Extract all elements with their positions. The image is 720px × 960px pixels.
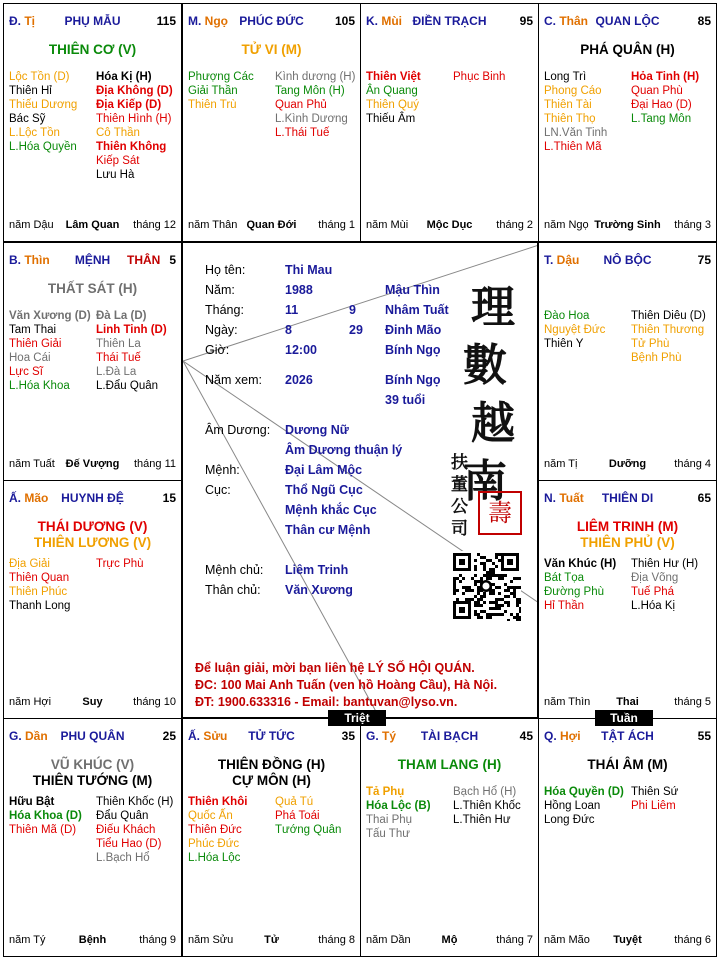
calligraphy-side-char: 公	[451, 497, 468, 517]
minor-star: Thiên Khôi	[188, 796, 248, 808]
palace-month: tháng 9	[139, 934, 176, 946]
palace-year: năm Thìn	[544, 696, 591, 708]
palace-stage: Lâm Quan	[65, 219, 120, 231]
minor-star: Quốc Ấn	[188, 810, 233, 822]
palace-number: 65	[697, 491, 711, 505]
palace-year: năm Sửu	[188, 934, 234, 946]
minor-star: Thiên Quý	[366, 99, 420, 111]
minor-star: Trực Phù	[96, 558, 144, 570]
palace-name: TẬT ÁCH	[601, 729, 654, 743]
info-value: Thân cư Mệnh	[285, 523, 371, 537]
left-stars	[188, 70, 254, 112]
right-stars	[453, 785, 521, 827]
palace-stage: Mộ	[441, 934, 458, 946]
right-stars	[631, 70, 699, 126]
palace-position: G. Tý	[366, 729, 397, 743]
calligraphy-char: 數	[463, 340, 507, 391]
palace-footer	[366, 934, 533, 948]
info-canchi: Mậu Thìn	[385, 283, 440, 297]
palace-number: 15	[162, 491, 176, 505]
palace-extra: THÂN	[127, 253, 161, 267]
palace-stage: Mộc Dục	[426, 219, 473, 231]
info-label: Năm xem:	[205, 373, 262, 387]
info-age: 39 tuổi	[385, 393, 426, 407]
palace-footer	[366, 219, 533, 233]
palace-year: năm Mão	[544, 934, 590, 946]
palace-name: MỆNH	[74, 253, 111, 267]
info-canchi: Bính Ngọ	[385, 343, 441, 357]
contact-line-2: ĐC: 100 Mai Anh Tuấn (ven hồ Hoàng Cầu), Hà Nội.	[195, 678, 498, 692]
right-stars	[631, 557, 698, 613]
minor-star: Long Đức	[544, 814, 595, 826]
left-stars	[9, 309, 91, 393]
minor-star: Thiên Diêu (D)	[631, 310, 706, 322]
minor-star: Hóa Lộc (B)	[366, 800, 431, 812]
minor-star: Thiên Mã (D)	[9, 824, 77, 836]
palace-footer	[544, 696, 711, 710]
palace-stage: Thai	[616, 696, 639, 708]
minor-star: Ân Quang	[366, 85, 418, 97]
minor-star: Thiên Quan	[9, 572, 70, 584]
minor-star: LN.Văn Tinh	[544, 127, 608, 139]
palace-dan[interactable]	[3, 718, 182, 957]
info-value: Thi Mau	[285, 263, 333, 277]
info-value: Mệnh khắc Cục	[285, 503, 377, 517]
left-stars	[9, 557, 70, 613]
right-stars	[275, 70, 355, 140]
palace-header	[366, 14, 533, 30]
main-star: THÁI DƯƠNG (V)	[37, 519, 148, 534]
minor-star: Thái Tuế	[96, 352, 141, 364]
palace-tuat[interactable]	[538, 480, 717, 719]
minor-star: Tử Phù	[631, 338, 670, 350]
palace-year: năm Dần	[366, 934, 411, 946]
palace-number: 35	[341, 729, 355, 743]
minor-star: Quả Tú	[275, 796, 314, 808]
minor-star: Hóa Quyền (D)	[544, 786, 624, 798]
palace-month: tháng 12	[133, 219, 176, 231]
palace-name: HUYNH ĐỆ	[61, 491, 124, 505]
tuvi-chart	[3, 3, 717, 957]
left-stars	[366, 785, 431, 841]
minor-star: L.Hóa Lộc	[188, 852, 241, 864]
minor-star: Tiểu Hao (D)	[96, 838, 162, 850]
info-value: Thổ Ngũ Cục	[285, 483, 363, 497]
calligraphy-char: 南	[463, 456, 507, 507]
info-label: Năm:	[205, 283, 235, 297]
palace-header	[188, 14, 355, 30]
palace-name: THIÊN DI	[601, 491, 654, 505]
calligraphy-side-char: 扶	[451, 453, 468, 473]
minor-star: Thiếu Âm	[366, 113, 416, 125]
minor-star: Hoa Cái	[9, 352, 51, 364]
minor-star: Tả Phụ	[366, 786, 405, 798]
minor-star: Đại Hao (D)	[631, 99, 692, 111]
palace-year: năm Tị	[544, 458, 578, 470]
palace-stage: Bệnh	[78, 934, 107, 946]
seal-stamp-icon: 壽	[478, 491, 522, 535]
info-value: Văn Xương	[285, 583, 353, 597]
minor-star: Kình dương (H)	[275, 71, 356, 83]
palace-position: G. Dần	[9, 729, 48, 743]
minor-star: Phượng Các	[188, 71, 254, 83]
minor-star: Nguyệt Đức	[544, 324, 606, 336]
minor-star: Lực Sĩ	[9, 366, 43, 378]
info-label: Ngày:	[205, 323, 238, 337]
minor-star: Địa Giải	[9, 558, 50, 570]
minor-star: Thiên Hỉ	[9, 85, 52, 97]
palace-position: B. Thìn	[9, 253, 50, 267]
palace-position: C. Thân	[544, 14, 589, 28]
info-value: Dương Nữ	[285, 423, 349, 437]
info-canchi: Nhâm Tuất	[385, 303, 449, 317]
left-stars	[366, 70, 421, 126]
minor-star: Văn Khúc (H)	[544, 558, 617, 570]
palace-header	[544, 14, 711, 30]
qr-code-icon	[451, 551, 521, 621]
minor-star: Bát Tọa	[544, 572, 585, 584]
palace-month: tháng 5	[674, 696, 711, 708]
info-value: 2026	[285, 373, 313, 387]
palace-position: M. Ngọ	[188, 14, 228, 28]
palace-month: tháng 10	[133, 696, 176, 708]
minor-star: Điếu Khách	[96, 824, 156, 836]
main-star: THIÊN TƯỚNG (M)	[32, 773, 153, 788]
palace-header	[9, 253, 176, 269]
left-stars	[544, 70, 607, 154]
palace-month: tháng 7	[496, 934, 533, 946]
main-star: LIÊM TRINH (M)	[576, 519, 679, 534]
palace-footer	[9, 696, 176, 710]
minor-star: Phục Binh	[453, 71, 506, 83]
minor-star: Đường Phù	[544, 586, 604, 598]
palace-year: năm Tuất	[9, 458, 55, 470]
palace-name: PHÚC ĐỨC	[239, 14, 304, 28]
minor-star: Thanh Long	[9, 600, 71, 612]
calligraphy-char: 越	[471, 398, 515, 449]
info-value: 8	[285, 323, 292, 337]
palace-number: 25	[162, 729, 176, 743]
minor-star: L.Kình Dương	[275, 113, 348, 125]
calligraphy-char: 理	[471, 282, 515, 333]
palace-stage: Đế Vượng	[65, 458, 120, 470]
triet-tag: Triệt	[328, 710, 386, 726]
minor-star: Tam Thai	[9, 324, 57, 336]
info-label: Giờ:	[205, 343, 230, 357]
right-stars	[631, 785, 678, 813]
calligraphy-side-char: 董	[451, 475, 468, 495]
palace-month: tháng 2	[496, 219, 533, 231]
palace-position: Đ. Tị	[9, 14, 36, 28]
left-stars	[9, 70, 77, 154]
main-star: THIÊN ĐỒNG (H)	[217, 757, 326, 772]
minor-star: Thiên Thương	[631, 324, 705, 336]
minor-star: Thiên Không	[96, 141, 167, 153]
minor-star: Phá Toái	[275, 810, 320, 822]
palace-number: 115	[156, 14, 176, 28]
palace-mao[interactable]	[3, 480, 182, 719]
minor-star: L.Thiên Hư	[453, 814, 511, 826]
palace-dau[interactable]	[538, 242, 717, 481]
palace-name: PHU QUÂN	[60, 729, 125, 743]
palace-footer	[544, 458, 711, 472]
palace-year: năm Ngọ	[544, 219, 589, 231]
palace-header	[188, 729, 355, 745]
palace-stage: Tuyệt	[613, 934, 642, 946]
main-star: THIÊN LƯƠNG (V)	[33, 535, 152, 550]
main-star: THIÊN CƠ (V)	[48, 42, 137, 57]
minor-star: L.Hóa Khoa	[9, 380, 70, 392]
minor-star: Phi Liêm	[631, 800, 676, 812]
minor-star: Kiếp Sát	[96, 155, 140, 167]
palace-footer	[9, 219, 176, 233]
right-stars	[96, 795, 173, 865]
main-star: VŨ KHÚC (V)	[50, 757, 135, 772]
palace-position: Ấ. Sửu	[188, 729, 228, 743]
info-label: Mệnh chủ:	[205, 563, 264, 577]
palace-year: năm Tý	[9, 934, 46, 946]
palace-name: PHỤ MẪU	[64, 14, 121, 28]
info-canchi: Bính Ngọ	[385, 373, 441, 387]
right-stars	[96, 309, 167, 393]
minor-star: Thiên Khốc (H)	[96, 796, 174, 808]
palace-header	[544, 491, 711, 507]
palace-footer	[9, 934, 176, 948]
main-star: CỰ MÔN (H)	[232, 773, 311, 788]
minor-star: Thiếu Dương	[9, 99, 78, 111]
palace-name: NÔ BỘC	[603, 253, 652, 267]
minor-star: Tuế Phá	[631, 586, 675, 598]
palace-name: ĐIỀN TRẠCH	[412, 14, 487, 28]
palace-number: 95	[519, 14, 533, 28]
palace-year: năm Mùi	[366, 219, 409, 231]
minor-star: Lưu Hà	[96, 169, 135, 181]
palace-number: 85	[697, 14, 711, 28]
center-info-panel	[182, 242, 538, 718]
main-star: TỬ VI (M)	[241, 42, 302, 57]
palace-stage: Trường Sinh	[594, 219, 661, 231]
palace-mui[interactable]	[360, 3, 539, 242]
minor-star: Thiên Y	[544, 338, 584, 350]
minor-star: Phong Cáo	[544, 85, 602, 97]
minor-star: Thiên Việt	[366, 71, 421, 83]
minor-star: Thiên Thọ	[544, 113, 596, 125]
palace-thin[interactable]	[3, 242, 182, 481]
palace-header	[9, 729, 176, 745]
palace-footer	[9, 458, 176, 472]
minor-star: Thiên Phúc	[9, 586, 68, 598]
info-label: Thân chủ:	[205, 583, 261, 597]
palace-name: TÀI BẠCH	[420, 729, 479, 743]
minor-star: Đà La (D)	[96, 310, 147, 322]
minor-star: Thiên Tài	[544, 99, 592, 111]
info-label: Tháng:	[205, 303, 244, 317]
minor-star: L.Lộc Tồn	[9, 127, 60, 139]
info-label: Mệnh:	[205, 463, 240, 477]
palace-header	[544, 729, 711, 745]
info-label: Cục:	[205, 483, 231, 497]
right-stars	[275, 795, 341, 837]
minor-star: L.Hóa Kị	[631, 600, 676, 612]
palace-name: TỬ TỨC	[248, 729, 295, 743]
palace-month: tháng 1	[318, 219, 355, 231]
left-stars	[544, 557, 616, 613]
contact-line-1: Để luận giải, mời bạn liên hệ LÝ SỐ HỘI QUÁN.	[195, 661, 475, 675]
palace-position: Q. Hợi	[544, 729, 581, 743]
left-stars	[9, 795, 82, 837]
main-star: THẤT SÁT (H)	[47, 281, 138, 296]
left-stars	[188, 795, 247, 865]
palace-month: tháng 3	[674, 219, 711, 231]
minor-star: Đào Hoa	[544, 310, 590, 322]
info-value: 11	[285, 303, 299, 317]
palace-position: K. Mùi	[366, 14, 403, 28]
left-stars	[544, 309, 605, 351]
minor-star: Hỉ Thần	[544, 600, 585, 612]
right-stars	[96, 70, 173, 182]
minor-star: Địa Kiếp (D)	[96, 99, 162, 111]
palace-number: 105	[334, 14, 355, 28]
minor-star: L.Thiên Khốc	[453, 800, 521, 812]
main-star: PHÁ QUÂN (H)	[580, 42, 675, 57]
palace-number: 55	[697, 729, 711, 743]
minor-star: Linh Tinh (D)	[96, 324, 167, 336]
minor-star: Văn Xương (D)	[9, 310, 91, 322]
palace-hoi[interactable]	[538, 718, 717, 957]
minor-star: L.Đẩu Quân	[96, 380, 159, 392]
palace-year: năm Hợi	[9, 696, 52, 708]
palace-position: Ấ. Mão	[9, 491, 49, 505]
minor-star: Thiên Giải	[9, 338, 62, 350]
info-value: Đại Lâm Mộc	[285, 463, 363, 477]
minor-star: Thiên La	[96, 338, 141, 350]
palace-suu[interactable]	[182, 718, 361, 957]
palace-position: T. Dậu	[544, 253, 580, 267]
palace-month: tháng 11	[133, 458, 176, 470]
palace-number: 45	[519, 729, 533, 743]
palace-number: 5	[169, 253, 176, 267]
palace-year: năm Dậu	[9, 219, 54, 231]
palace-footer	[188, 219, 355, 233]
minor-star: Hồng Loan	[544, 800, 601, 812]
right-stars	[631, 309, 706, 365]
info-lunar: 29	[349, 323, 363, 337]
calligraphy-side-char: 司	[451, 519, 468, 539]
palace-ty[interactable]	[360, 718, 539, 957]
minor-star: Địa Võng	[631, 572, 679, 584]
palace-header	[9, 491, 176, 507]
minor-star: L.Tang Môn	[631, 113, 692, 125]
info-value: Liêm Trinh	[285, 563, 349, 577]
info-label: Âm Dương:	[205, 423, 271, 437]
palace-stage: Tử	[264, 934, 279, 946]
info-value: 12:00	[285, 343, 317, 357]
info-label: Họ tên:	[205, 263, 246, 277]
palace-position: N. Tuất	[544, 491, 584, 505]
palace-stage: Suy	[82, 696, 103, 708]
minor-star: L.Đà La	[96, 366, 137, 378]
minor-star: L.Thái Tuế	[275, 127, 330, 139]
palace-month: tháng 6	[674, 934, 711, 946]
palace-name: QUAN LỘC	[595, 14, 660, 28]
minor-star: Bệnh Phù	[631, 352, 682, 364]
palace-than[interactable]	[538, 3, 717, 242]
minor-star: Cô Thần	[96, 127, 140, 139]
main-star: THAM LANG (H)	[397, 757, 502, 772]
main-star: THÁI ÂM (M)	[587, 757, 668, 772]
minor-star: Lộc Tồn (D)	[9, 71, 70, 83]
minor-star: L.Hóa Quyền	[9, 141, 77, 153]
minor-star: Long Trì	[544, 71, 587, 83]
minor-star: Quan Phù	[631, 85, 683, 97]
minor-star: Bạch Hổ (H)	[453, 786, 517, 798]
palace-year: năm Thân	[188, 219, 238, 231]
right-stars	[453, 70, 505, 84]
palace-footer	[544, 219, 711, 233]
tuan-tag: Tuần	[595, 710, 653, 726]
minor-star: Hóa Kị (H)	[96, 71, 152, 83]
palace-month: tháng 8	[318, 934, 355, 946]
right-stars	[96, 557, 144, 571]
minor-star: Phúc Đức	[188, 838, 240, 850]
palace-month: tháng 4	[674, 458, 711, 470]
minor-star: Hữu Bật	[9, 796, 55, 808]
palace-header	[366, 729, 533, 745]
minor-star: Bác Sỹ	[9, 113, 46, 125]
contact-line-3: ĐT: 1900.633316 - Email: bantuvan@lyso.vn.	[195, 695, 458, 709]
minor-star: Tang Môn (H)	[275, 85, 345, 97]
minor-star: Đẩu Quân	[96, 810, 149, 822]
palace-header	[9, 14, 176, 30]
info-canchi: Đinh Mão	[385, 323, 442, 337]
minor-star: Hỏa Tinh (H)	[631, 71, 700, 83]
minor-star: Thiên Hư (H)	[631, 558, 699, 570]
palace-header	[544, 253, 711, 269]
minor-star: Quan Phủ	[275, 99, 327, 111]
palace-ngo[interactable]	[182, 3, 361, 242]
minor-star: Tướng Quân	[275, 824, 342, 836]
minor-star: Tấu Thư	[366, 828, 410, 840]
minor-star: Hóa Khoa (D)	[9, 810, 82, 822]
minor-star: Thiên Đức	[188, 824, 242, 836]
palace-stage: Dưỡng	[608, 458, 647, 470]
minor-star: Thiên Hình (H)	[96, 113, 172, 125]
info-lunar: 9	[349, 303, 356, 317]
minor-star: Thai Phụ	[366, 814, 413, 826]
minor-star: Thiên Sứ	[631, 786, 679, 798]
minor-star: L.Thiên Mã	[544, 141, 602, 153]
palace-stage: Quan Đới	[246, 219, 297, 231]
palace-footer	[188, 934, 355, 948]
left-stars	[544, 785, 624, 827]
palace-number: 75	[697, 253, 711, 267]
minor-star: Thiên Trù	[188, 99, 237, 111]
minor-star: Giải Thần	[188, 85, 238, 97]
info-value: 1988	[285, 283, 313, 297]
minor-star: L.Bạch Hổ	[96, 852, 150, 864]
info-value: Âm Dương thuận lý	[285, 443, 403, 457]
main-star: THIÊN PHỦ (V)	[580, 535, 675, 550]
minor-star: Địa Không (D)	[96, 85, 173, 97]
palace-ti[interactable]	[3, 3, 182, 242]
palace-footer	[544, 934, 711, 948]
